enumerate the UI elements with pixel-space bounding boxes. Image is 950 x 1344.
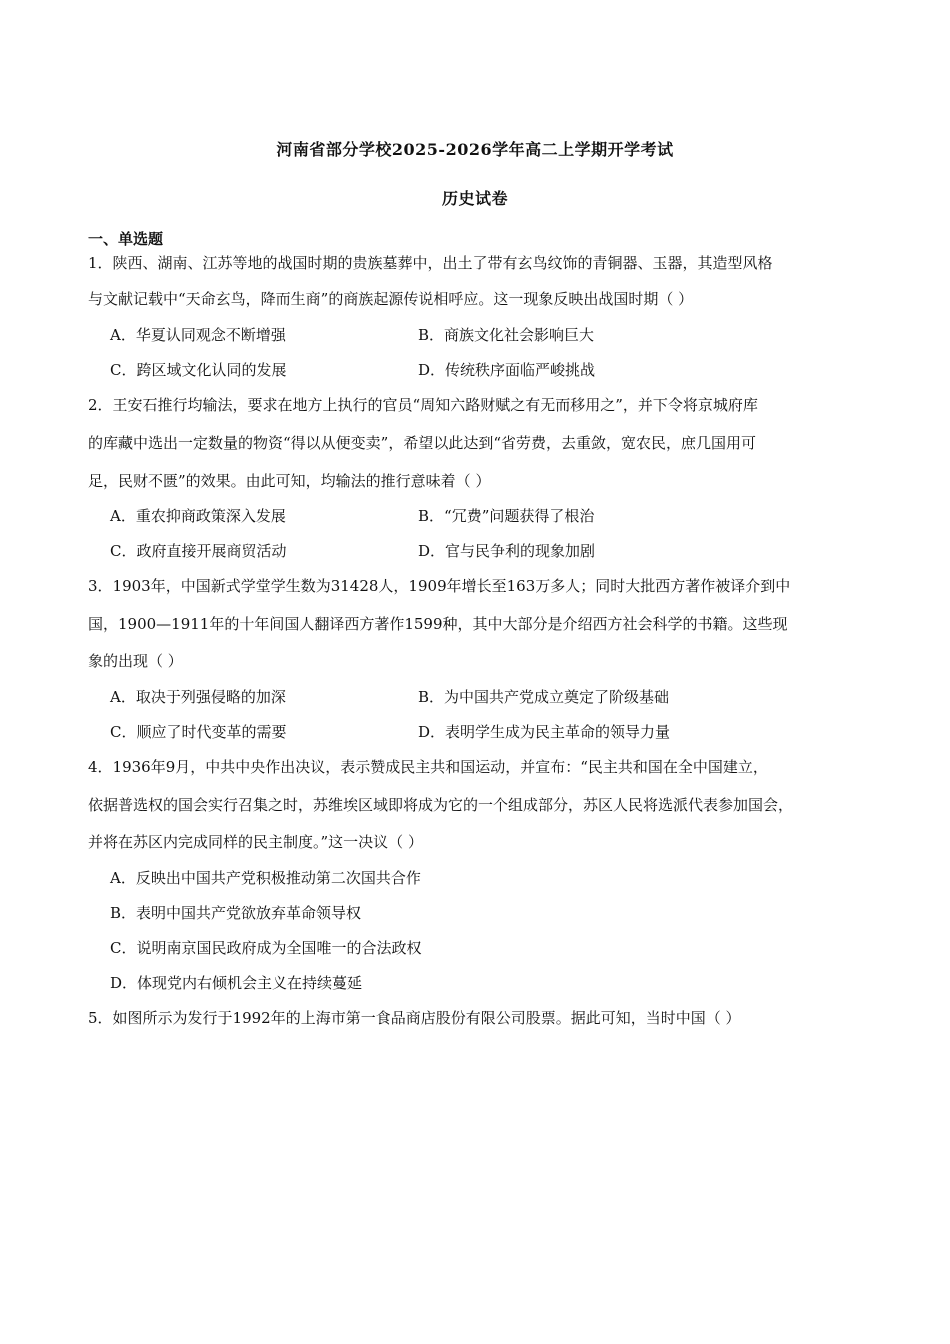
section-heading: 一、单选题 [88, 230, 164, 248]
question-3-line-1: 3．1903年，中国新式学堂学生数为31428人，1909年增长至163万多人；同时大批西方著作被译介到中 [88, 577, 791, 595]
question-1-option-d: D．传统秩序面临严峻挑战 [418, 361, 596, 379]
question-1-option-c: C．跨区域文化认同的发展 [110, 361, 287, 379]
question-3-line-2: 国，1900—1911年的十年间国人翻译西方著作1599种，其中大部分是介绍西方社会科学的书籍。这些现 [88, 615, 788, 633]
question-3-option-d: D．表明学生成为民主革命的领导力量 [418, 723, 671, 741]
question-2-line-3: 足，民财不匮”的效果。由此可知，均输法的推行意味着（ ） [88, 472, 491, 490]
question-4-line-1: 4．1936年9月，中共中央作出决议，表示赞成民主共和国运动，并宣布：“民主共和国在全中国建立， [88, 758, 768, 776]
question-1-line-2: 与文献记载中“天命玄鸟，降而生商”的商族起源传说相呼应。这一现象反映出战国时期（ ） [88, 290, 694, 308]
question-2-option-a: A．重农抑商政策深入发展 [110, 507, 286, 525]
question-4-line-3: 并将在苏区内完成同样的民主制度。”这一决议（ ） [88, 833, 423, 851]
question-4-line-2: 依据普选权的国会实行召集之时，苏维埃区域即将成为它的一个组成部分，苏区人民将选派代表参加国会， [88, 796, 794, 814]
exam-title: 河南省部分学校2025-2026学年高二上学期开学考试 [276, 140, 674, 159]
question-2-option-d: D．官与民争利的现象加剧 [418, 542, 596, 560]
question-4-option-b: B．表明中国共产党欲放弃革命领导权 [110, 904, 362, 922]
question-2-line-1: 2．王安石推行均输法，要求在地方上执行的官员“周知六路财赋之有无而移用之”，并下令将京城府库 [88, 396, 758, 414]
question-4-option-a: A．反映出中国共产党积极推动第二次国共合作 [110, 869, 421, 887]
question-5-line-1: 5．如图所示为发行于1992年的上海市第一食品商店股份有限公司股票。据此可知，当时中国（ ） [88, 1009, 741, 1027]
question-4-option-d: D．体现党内右倾机会主义在持续蔓延 [110, 974, 363, 992]
question-2-option-c: C．政府直接开展商贸活动 [110, 542, 287, 560]
question-2-option-b: B．“冗费”问题获得了根治 [418, 507, 595, 525]
exam-subtitle: 历史试卷 [441, 189, 508, 208]
question-3-option-a: A．取决于列强侵略的加深 [110, 688, 286, 706]
question-2-line-2: 的库藏中选出一定数量的物资“得以从便变卖”，希望以此达到“省劳费，去重敛，宽农民，庶几国用可 [88, 434, 757, 452]
question-3-option-b: B．为中国共产党成立奠定了阶级基础 [418, 688, 670, 706]
question-3-line-3: 象的出现（ ） [88, 652, 183, 670]
question-1-option-b: B．商族文化社会影响巨大 [418, 326, 595, 344]
question-4-option-c: C．说明南京国民政府成为全国唯一的合法政权 [110, 939, 422, 957]
question-1-line-1: 1．陕西、湖南、江苏等地的战国时期的贵族墓葬中，出土了带有玄鸟纹饰的青铜器、玉器，其造型风格 [88, 254, 773, 272]
question-1-option-a: A．华夏认同观念不断增强 [110, 326, 286, 344]
question-3-option-c: C．顺应了时代变革的需要 [110, 723, 287, 741]
